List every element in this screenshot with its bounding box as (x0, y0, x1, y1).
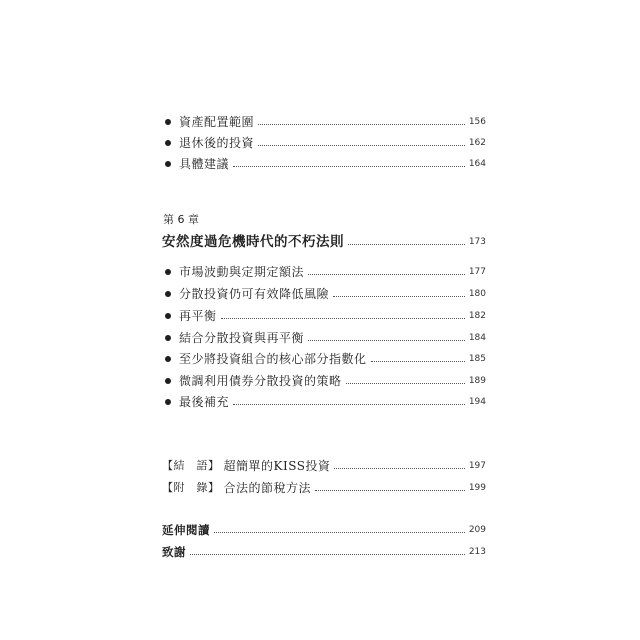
bullet-icon (165, 269, 171, 275)
dot-leader (334, 468, 464, 469)
toc-entry-title: 資產配置範圍 (179, 115, 255, 129)
toc-entry[interactable] (162, 307, 486, 325)
dot-leader (348, 244, 465, 245)
toc-entry-title: 最後補充 (179, 395, 230, 409)
toc-entry[interactable] (162, 372, 486, 390)
toc-entry-page: 209 (468, 525, 486, 535)
dot-leader (258, 145, 465, 146)
toc-entry-title: 微調利用債券分散投資的策略 (179, 374, 342, 388)
chapter-number: 第 6 章 (163, 213, 199, 226)
toc-entry-title: 市場波動與定期定額法 (179, 265, 305, 279)
toc-entry-page: 156 (468, 117, 486, 127)
toc-entry-conclusion[interactable] (162, 457, 486, 475)
toc-entry-title: 結合分散投資與再平衡 (179, 331, 305, 345)
toc-entry-further-reading[interactable] (162, 521, 486, 539)
chapter-title-entry[interactable] (162, 232, 486, 252)
toc-entry-title: 合法的節稅方法 (223, 481, 312, 495)
bullet-icon (165, 291, 171, 297)
toc-entry-page: 177 (468, 267, 486, 277)
bullet-icon (165, 378, 171, 384)
chapter-page: 173 (468, 237, 486, 247)
dot-leader (233, 166, 465, 167)
dot-leader (315, 490, 465, 491)
toc-entry-acknowledgements[interactable] (162, 543, 486, 561)
toc-entry-page: 162 (468, 138, 486, 148)
toc-entry[interactable] (162, 134, 486, 152)
toc-entry[interactable] (162, 285, 486, 303)
toc-entry-page: 185 (468, 354, 486, 364)
toc-entry[interactable] (162, 113, 486, 131)
bullet-icon (165, 140, 171, 146)
toc-entry[interactable] (162, 350, 486, 368)
section-tag: 【附 錄】 (162, 481, 220, 494)
toc-entry-page: 189 (468, 376, 486, 386)
dot-leader (346, 383, 465, 384)
bullet-icon (165, 399, 171, 405)
toc-entry-page: 164 (468, 159, 486, 169)
dot-leader (190, 554, 465, 555)
toc-entry-page: 197 (468, 461, 486, 471)
toc-entry-title: 再平衡 (179, 309, 217, 323)
toc-entry[interactable] (162, 329, 486, 347)
bullet-icon (165, 335, 171, 341)
toc-entry-page: 213 (468, 547, 486, 557)
toc-entry-title: 具體建議 (179, 157, 230, 171)
toc-entry[interactable] (162, 263, 486, 281)
toc-entry-page: 199 (468, 483, 486, 493)
toc-entry-title: 致謝 (162, 545, 186, 559)
dot-leader (233, 404, 465, 405)
dot-leader (221, 318, 465, 319)
dot-leader (258, 124, 465, 125)
toc-entry-title: 退休後的投資 (179, 136, 255, 150)
toc-entry[interactable] (162, 393, 486, 411)
section-tag: 【結 語】 (162, 459, 220, 472)
toc-entry[interactable] (162, 155, 486, 173)
toc-entry-title: 至少將投資組合的核心部分指數化 (179, 352, 367, 366)
toc-entry-page: 194 (468, 397, 486, 407)
toc-entry-page: 184 (468, 333, 486, 343)
bullet-icon (165, 356, 171, 362)
toc-entry-title: 延伸閱讀 (162, 523, 210, 537)
dot-leader (371, 361, 465, 362)
toc-entry-page: 180 (468, 289, 486, 299)
toc-entry-title: 超簡單的KISS投資 (223, 459, 331, 473)
toc-entry-page: 182 (468, 311, 486, 321)
dot-leader (308, 274, 465, 275)
dot-leader (333, 296, 465, 297)
bullet-icon (165, 161, 171, 167)
toc-entry-appendix[interactable] (162, 479, 486, 497)
dot-leader (308, 340, 465, 341)
bullet-icon (165, 119, 171, 125)
toc-entry-title: 分散投資仍可有效降低風險 (179, 287, 330, 301)
chapter-title: 安然度過危機時代的不朽法則 (162, 234, 344, 250)
dot-leader (214, 532, 465, 533)
bullet-icon (165, 313, 171, 319)
